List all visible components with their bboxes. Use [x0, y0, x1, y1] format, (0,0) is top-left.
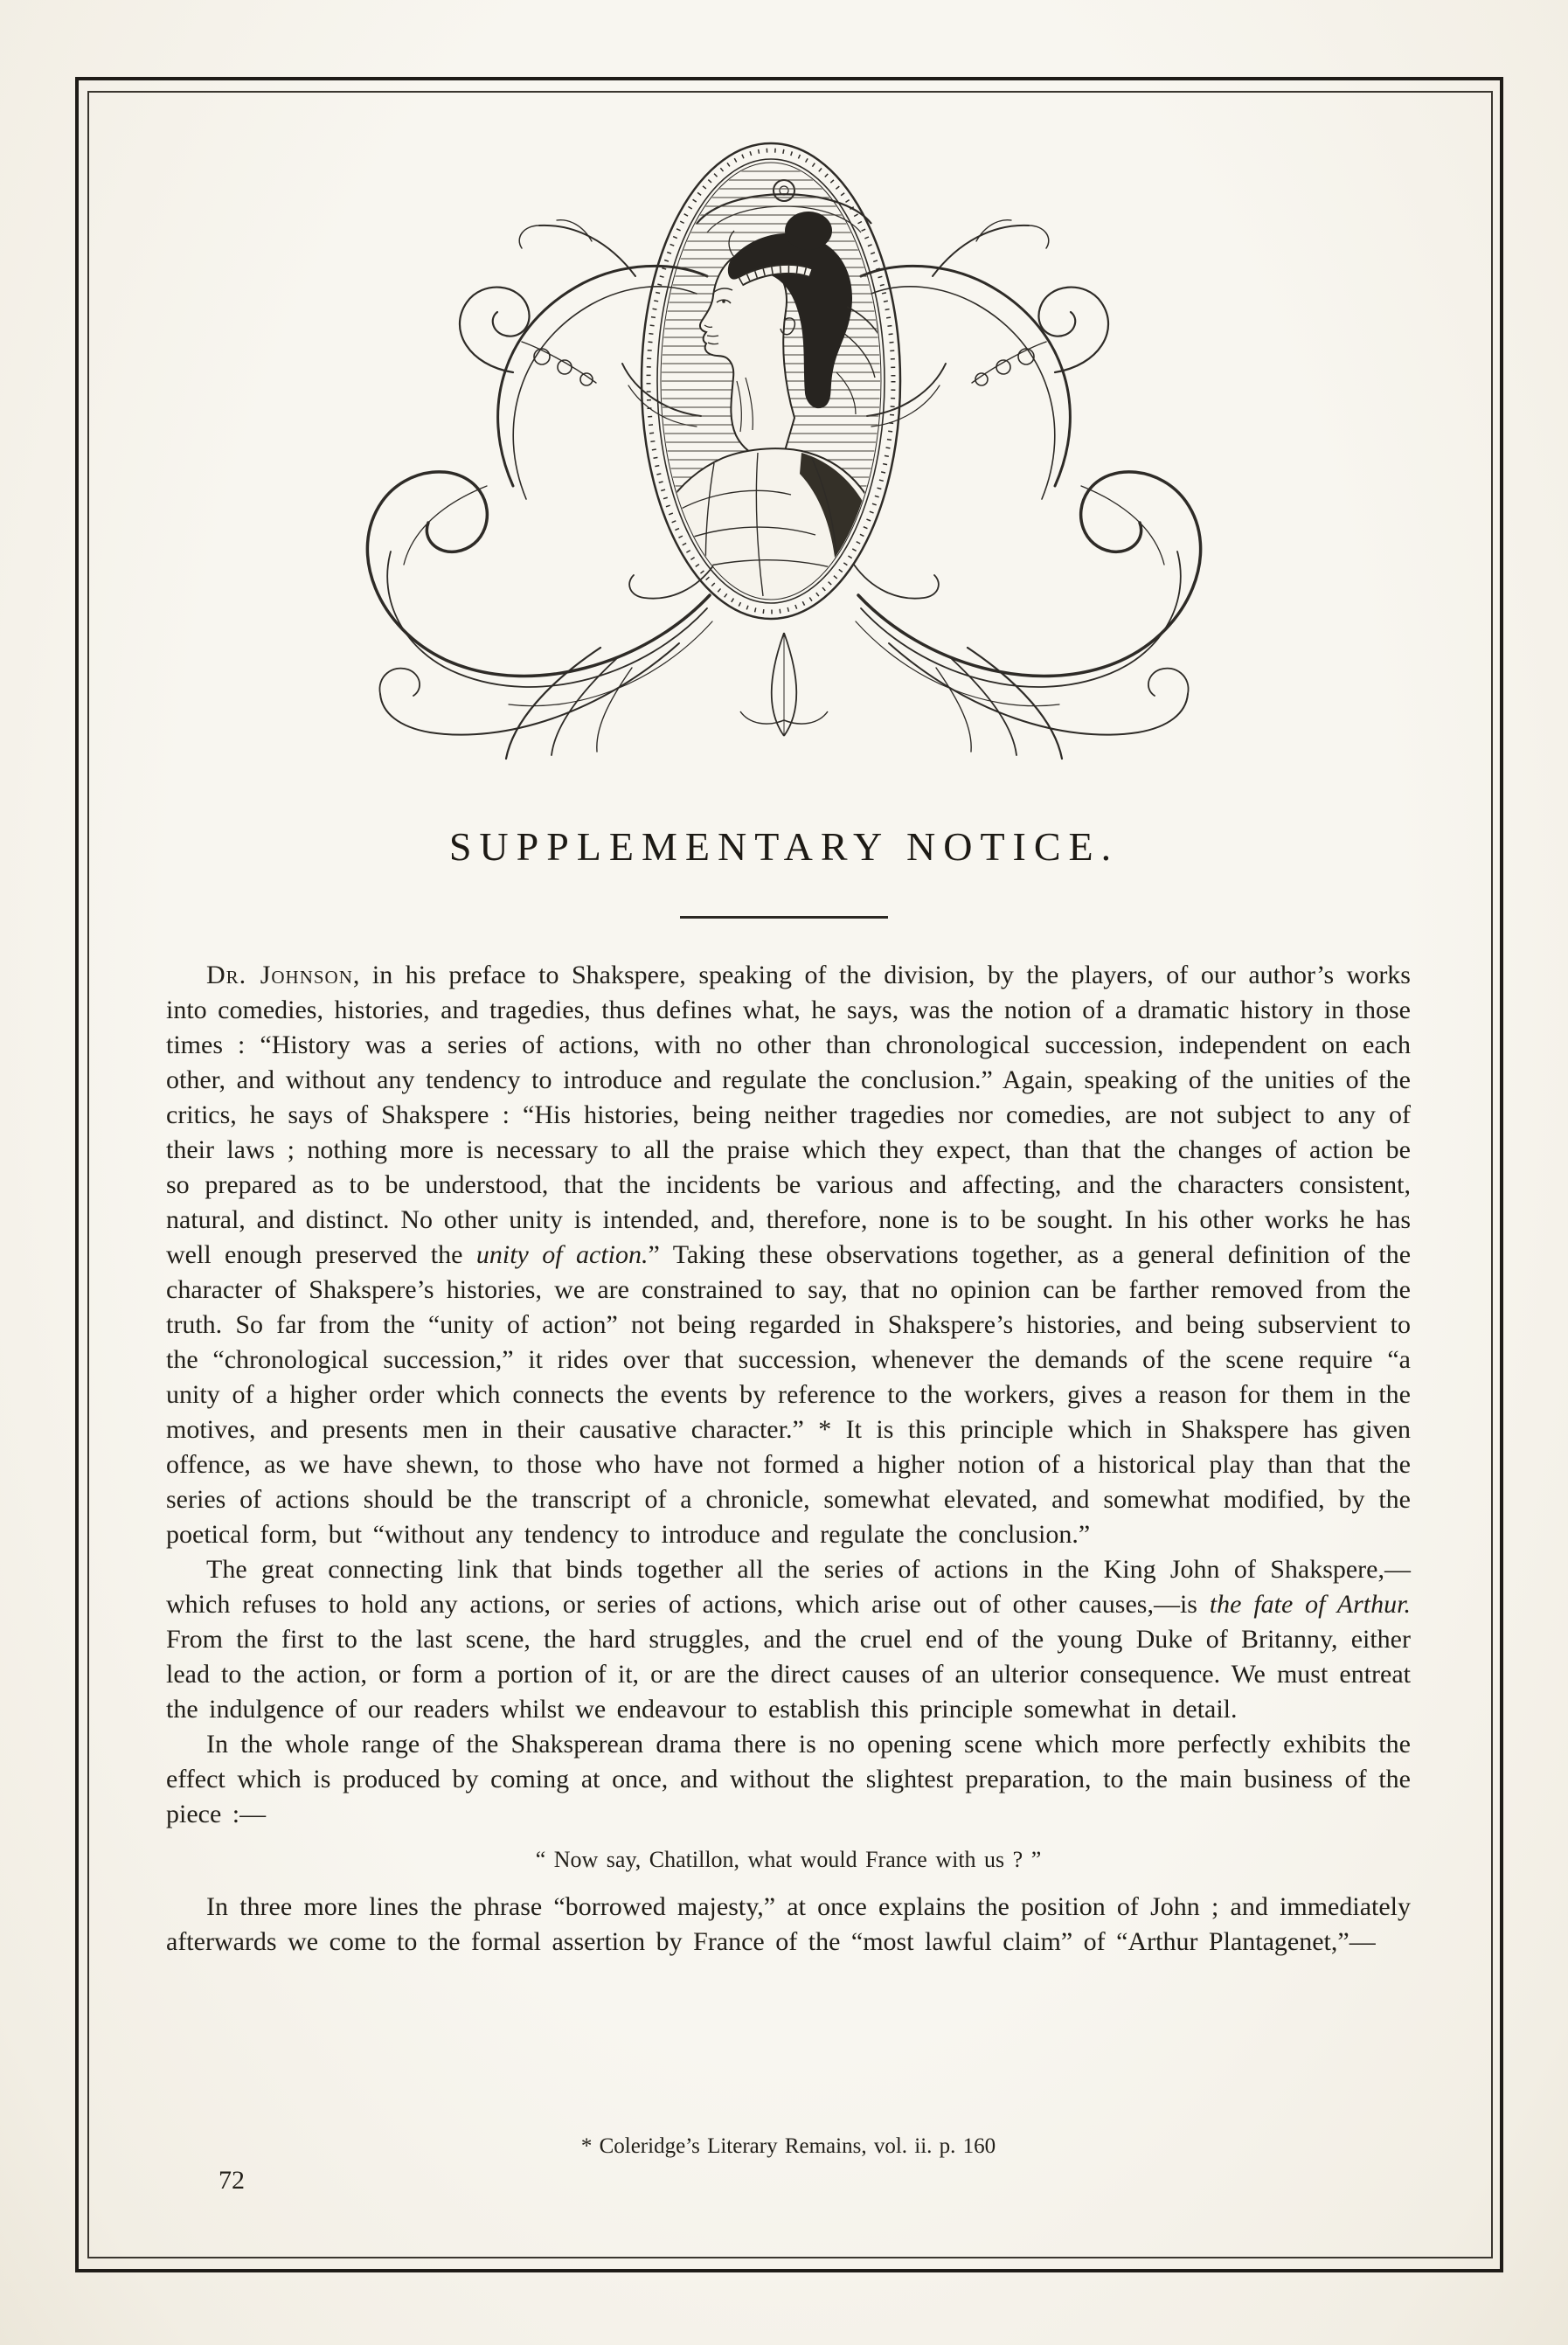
title-rule: [680, 916, 888, 919]
paragraph-connecting-link: The great connecting link that binds together all the series of actions in the King John of Shakspere,—which refuses to hold any actions, or series of actions, which arise out of other causes,—is the fate of Arthur. From the first to the last scene, the hard struggles, and the cruel end of the young Duke of Britanny, either lead to the action, or form a portion of it, or are the direct causes of an ulterior consequence. We must entreat the indulgence of our readers whilst we endeavour to establish this principle somewhat in detail.: [166, 1555, 1411, 1724]
paragraph-opening-scene: In the whole range of the Shaksperean drama there is no opening scene which more perfectly exhibits the effect which is produced by coming at once, and without the slightest preparation, to the main business of the piece :—: [166, 1730, 1411, 1828]
paragraph-borrowed-majesty: In three more lines the phrase “borrowed majesty,” at once explains the position of John ; and immediately afterwards we come to the formal assertion by France of the “most lawful claim” of “Arthur Plantagenet,”—: [166, 1892, 1411, 1956]
page-number: 72: [219, 2166, 245, 2195]
pendant-leaf: [740, 633, 828, 736]
text-block: [166, 958, 1411, 1960]
page-title: SUPPLEMENTARY NOTICE.: [448, 824, 1120, 869]
paragraph-johnson-definition: Dr. Johnson, in his preface to Shakspere, speaking of the division, by the players, of our author’s works into comedies, histories, and tragedies, thus defines what, he says, was the notion of a dramatic history in those times : “History was a series of actions, with no other than chronological succession, independent on each other, and without any tendency to introduce and regulate the conclusion.” Again, speaking of the unities of the critics, he says of Shakspere : “His histories, being neither tragedies nor comedies, are not subject to any of their laws ; nothing more is necessary to all the praise which they expect, than that the changes of action be so prepared as to be understood, that the incidents be various and affecting, and the characters consistent, natural, and distinct. No other unity is intended, and, therefore, none is to be sought. In his other works he has well enough preserved the unity of action.” Taking these observations together, as a general definition of the character of Shakspere’s histories, we are constrained to say, that no opinion can be farther removed from the truth. So far from the “unity of action” not being regarded in Shakspere’s histories, and being subservient to the “chronological succession,” it rides over that succession, whenever the demands of the scene require “a unity of a higher order which connects the events by reference to the workers, gives a reason for them in the motives, and presents men in their causative character.” * It is this principle which in Shakspere has given offence, as we have shewn, to those who have not formed a higher notion of a historical play than that the series of actions should be the transcript of a chronicle, somewhat elevated, and somewhat modified, by the poetical form, but “without any tendency to introduce and regulate the conclusion.”: [166, 961, 1412, 1549]
footnote: * Coleridge’s Literary Remains, vol. ii. p. 160: [580, 2134, 996, 2158]
verse-quote-chatillon: “ Now say, Chatillon, what would France with us ? ”: [535, 1847, 1042, 1872]
portrait-engraving: [225, 110, 1343, 776]
